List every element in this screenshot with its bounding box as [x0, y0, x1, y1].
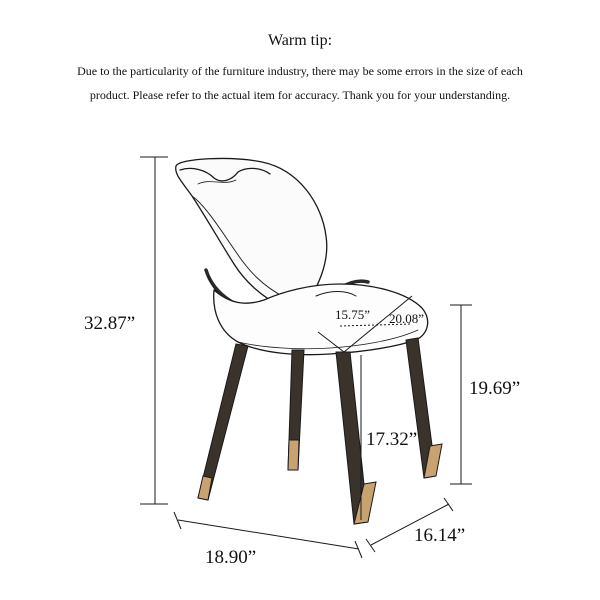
dim-seat-depth: 15.75” — [335, 307, 371, 322]
notice-line-1: Due to the particularity of the furniture industry, there may be some errors in the size of each — [77, 64, 523, 78]
dim-seat-width: 20.08” — [389, 311, 425, 326]
dim-leg-height: 17.32” — [366, 429, 418, 450]
dim-width: 18.90” — [205, 547, 257, 568]
dim-seat-height: 19.69” — [469, 378, 521, 399]
notice-title: Warm tip: — [267, 32, 333, 49]
notice-line-2: product. Please refer to the actual item for accuracy. Thank you for your understanding. — [89, 88, 511, 102]
dim-depth: 16.14” — [414, 525, 466, 546]
dim-total-height: 32.87” — [84, 313, 136, 334]
